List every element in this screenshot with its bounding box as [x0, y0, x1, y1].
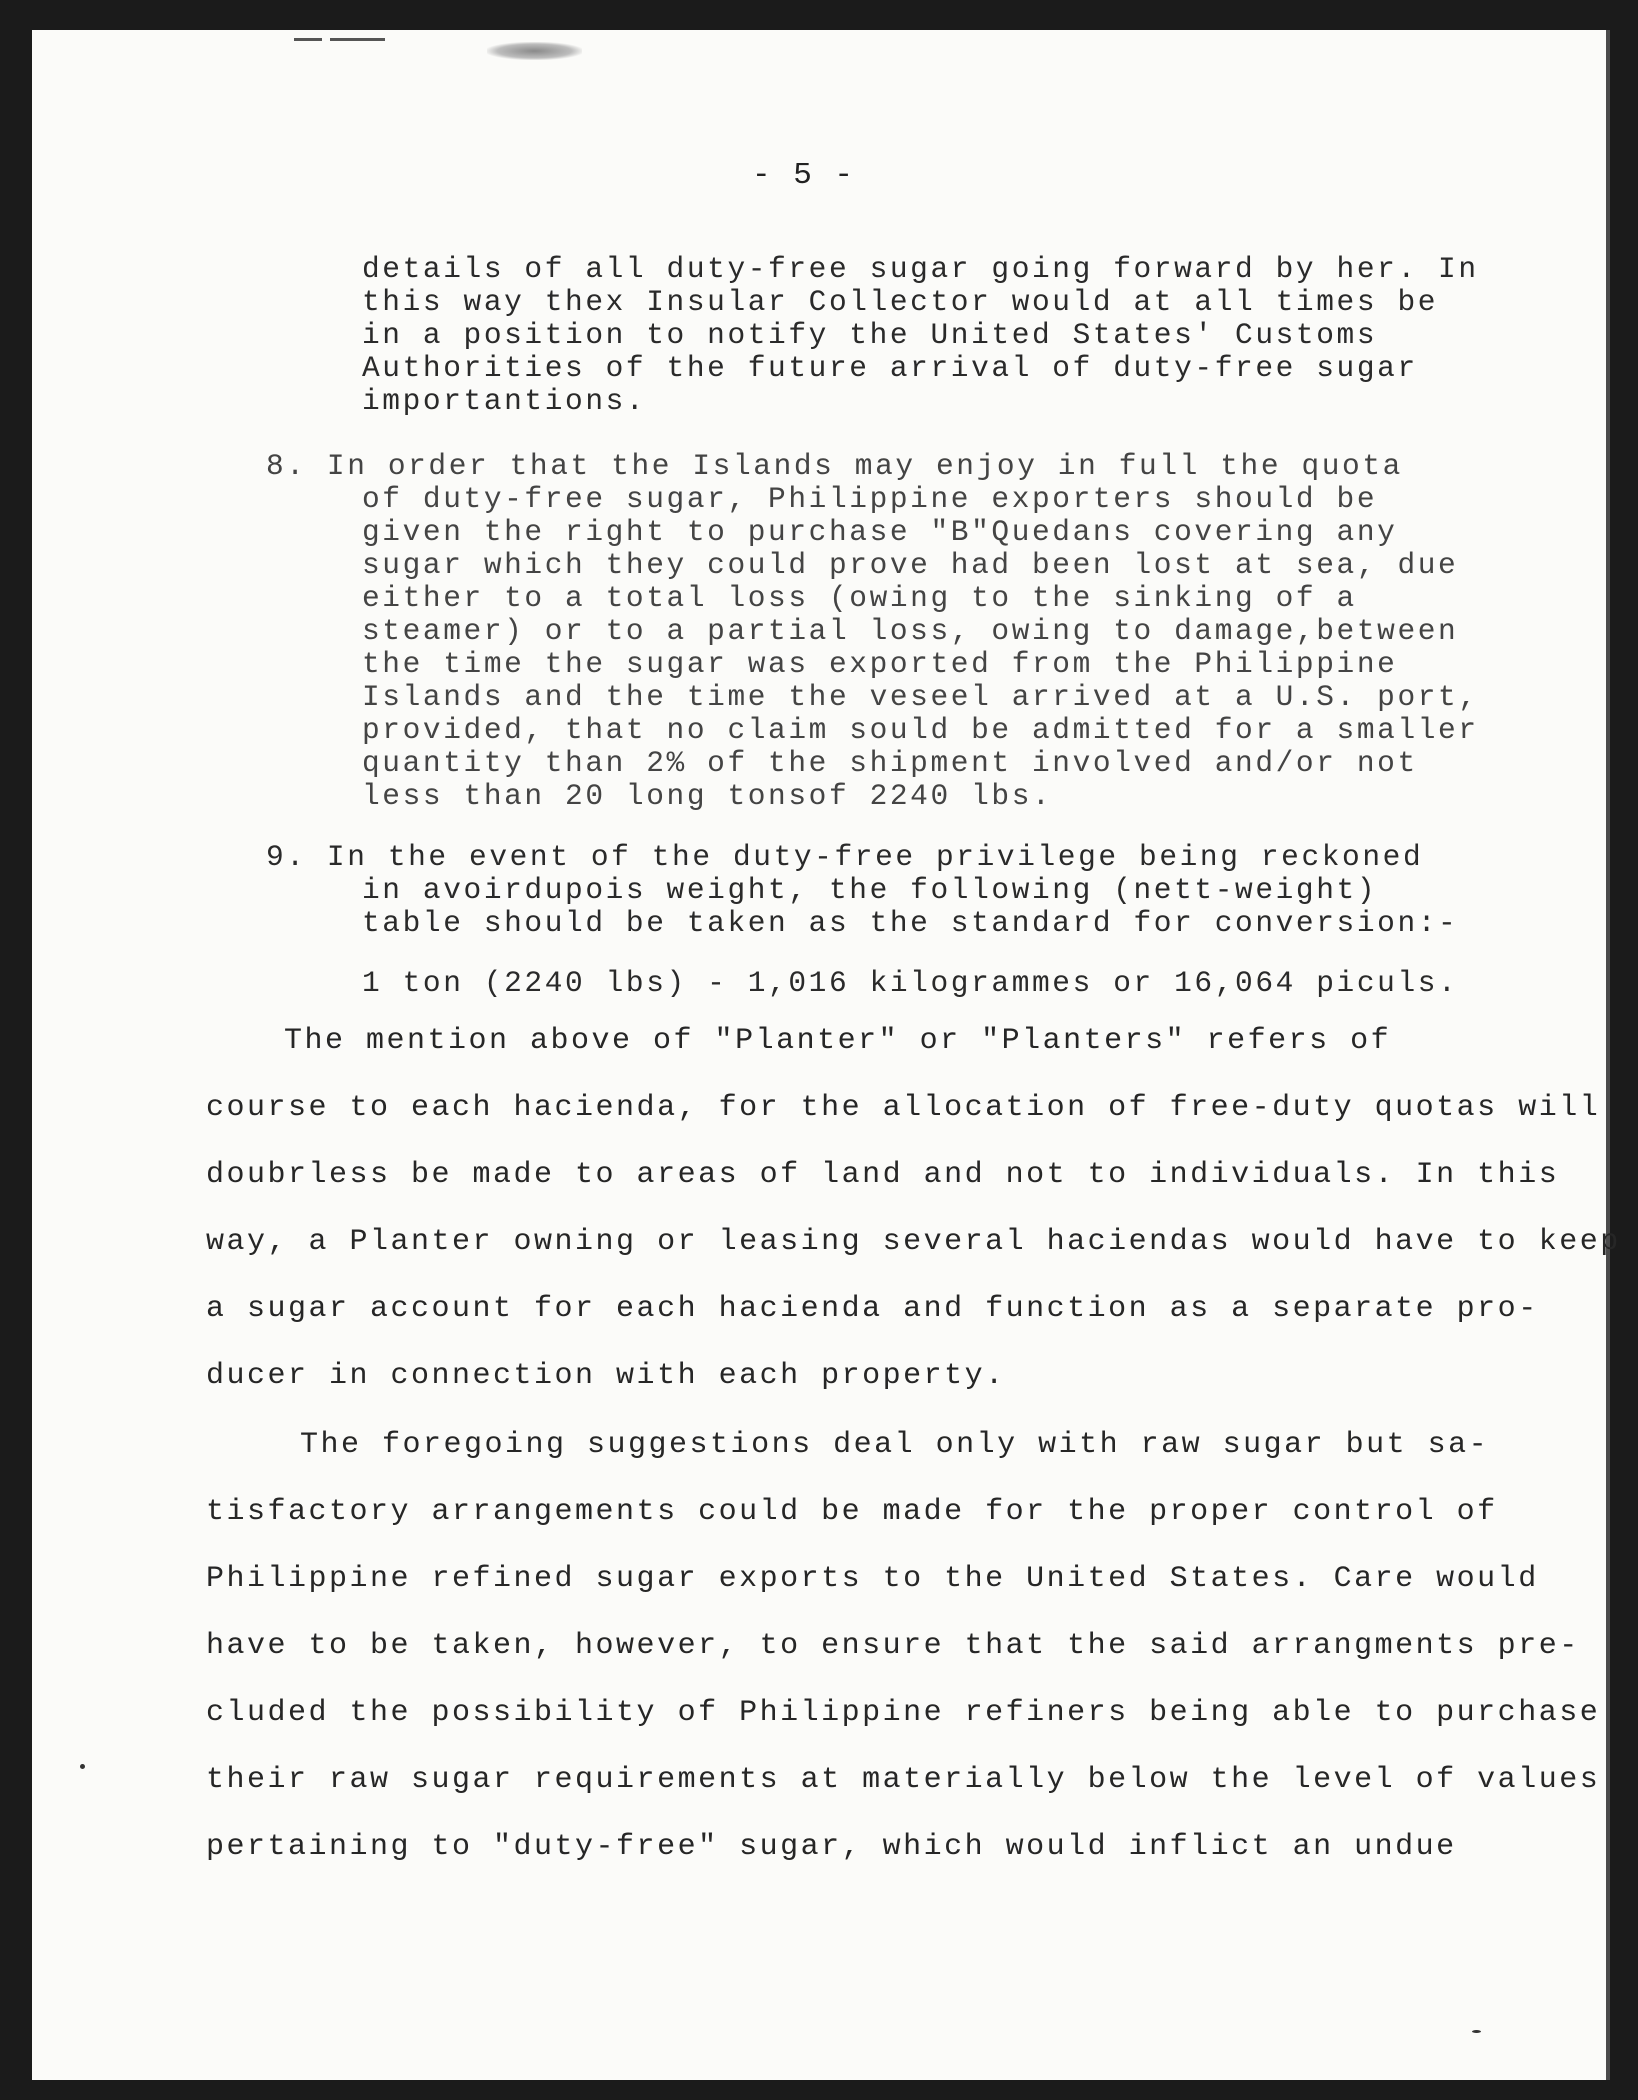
planter-paragraph-line: ducer in connection with each property. [206, 1359, 1006, 1393]
top-margin-mark [330, 38, 385, 41]
refined-paragraph-line: have to be taken, however, to ensure that the said arrangments pre- [206, 1629, 1580, 1663]
item-9-line: in avoirdupois weight, the following (nett-weight) [362, 873, 1378, 907]
planter-paragraph-line: a sugar account for each hacienda and function as a separate pro- [206, 1292, 1539, 1326]
planter-paragraph-line: doubrless be made to areas of land and not to individuals. In this [206, 1158, 1560, 1192]
refined-paragraph-line: cluded the possibility of Philippine refiners being able to purchase [206, 1696, 1601, 1730]
item-8-line: 8. In order that the Islands may enjoy in full the quota [266, 449, 1403, 483]
item-8-line: Islands and the time the veseel arrived at a U.S. port, [362, 680, 1479, 714]
continued-line: Authorities of the future arrival of duty-free sugar [362, 351, 1418, 385]
refined-paragraph-line: The foregoing suggestions deal only with raw sugar but sa- [300, 1428, 1490, 1462]
continued-line: in a position to notify the United States' Customs [362, 318, 1378, 352]
page-number: - 5 - [752, 158, 856, 193]
item-8-line: given the right to purchase "B"Quedans covering any [362, 515, 1398, 549]
top-margin-mark [294, 38, 322, 41]
refined-paragraph-line: Philippine refined sugar exports to the United States. Care would [206, 1562, 1539, 1596]
item-8-line: either to a total loss (owing to the sinking of a [362, 581, 1357, 615]
refined-paragraph-line: pertaining to "duty-free" sugar, which would inflict an undue [206, 1830, 1457, 1864]
item-8-line: the time the sugar was exported from the Philippine [362, 647, 1398, 681]
ink-speck [80, 1764, 85, 1769]
item-9-line: 9. In the event of the duty-free privilege being reckoned [266, 840, 1424, 874]
item-8-line: less than 20 long tonsof 2240 lbs. [362, 779, 1053, 813]
item-9-line: table should be taken as the standard for conversion:- [362, 906, 1459, 940]
refined-paragraph-line: their raw sugar requirements at materially below the level of values [206, 1763, 1601, 1797]
continued-line: this way thex Insular Collector would at all times be [362, 285, 1439, 319]
ink-speck [1472, 2030, 1481, 2033]
item-8-line: sugar which they could prove had been lost at sea, due [362, 548, 1459, 582]
item-8-line: quantity than 2% of the shipment involved and/or not [362, 746, 1418, 780]
continued-line: importantions. [362, 384, 647, 418]
item-8-line: provided, that no claim sould be admitted for a smaller [362, 713, 1479, 747]
document-page [32, 30, 1621, 2080]
item-8-line: steamer) or to a partial loss, owing to damage,between [362, 614, 1459, 648]
planter-paragraph-line: way, a Planter owning or leasing several haciendas would have to keep [206, 1225, 1621, 1259]
planter-paragraph-line: course to each hacienda, for the allocation of free-duty quotas will [206, 1091, 1601, 1125]
conversion-line: 1 ton (2240 lbs) - 1,016 kilogrammes or 16,064 piculs. [362, 966, 1459, 1000]
ink-smudge [487, 42, 582, 60]
refined-paragraph-line: tisfactory arrangements could be made for the proper control of [206, 1495, 1498, 1529]
continued-line: details of all duty-free sugar going forward by her. In [362, 252, 1479, 286]
item-8-line: of duty-free sugar, Philippine exporters should be [362, 482, 1378, 516]
planter-paragraph-line: The mention above of "Planter" or "Planters" refers of [284, 1024, 1392, 1058]
